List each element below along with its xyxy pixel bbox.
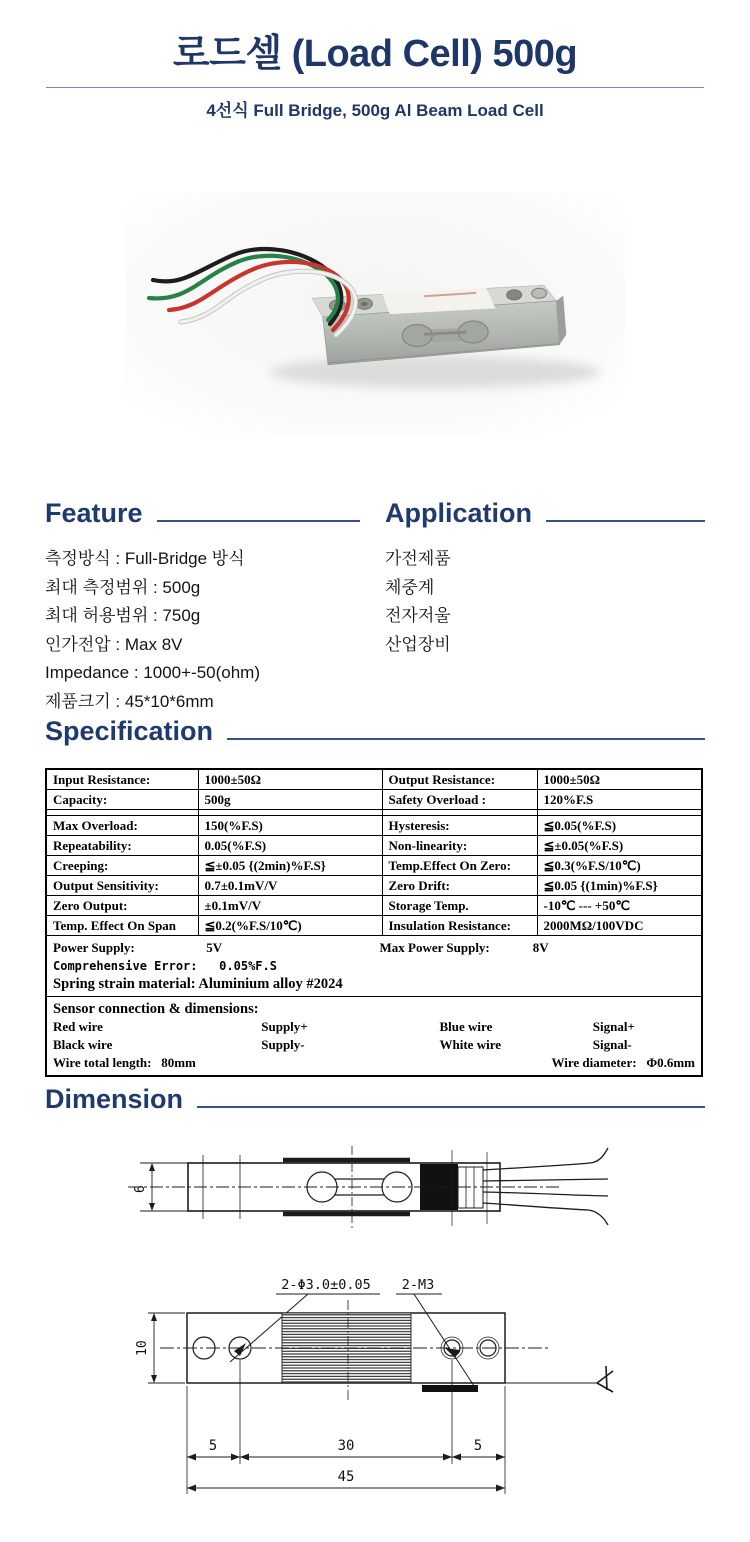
dimension-drawing xyxy=(100,1140,700,1530)
spec-label: Max Overload: xyxy=(46,816,198,836)
spec-value: ≦0.2(%F.S/10℃) xyxy=(198,916,382,936)
spec-value: 120%F.S xyxy=(537,790,702,810)
thread-label: 2-M3 xyxy=(401,1277,435,1293)
feature-heading: Feature xyxy=(45,498,143,528)
application-list xyxy=(385,545,451,659)
sensor-connection-block xyxy=(46,997,702,1077)
title-divider xyxy=(46,87,704,88)
gauge-cover-bar xyxy=(422,1385,478,1392)
wire-function: Supply+ xyxy=(261,1019,308,1034)
specification-heading: Specification xyxy=(45,716,214,746)
application-item: 전자저울 xyxy=(385,606,451,625)
top-view-drawing xyxy=(135,1277,613,1494)
wire-function: Signal- xyxy=(592,1037,632,1052)
spec-label: Creeping: xyxy=(46,856,198,876)
spec-value: 1000±50Ω xyxy=(198,769,382,790)
feature-item: Impedance : 1000+-50(ohm) xyxy=(45,663,260,682)
wire-length-label: Wire total length: xyxy=(53,1055,152,1070)
wire-name: Red wire xyxy=(53,1019,103,1034)
feature-list xyxy=(45,545,260,716)
feature-item: 측정방식 : Full-Bridge 방식 xyxy=(45,549,245,568)
max-power-supply-label: Max Power Supply: xyxy=(379,940,490,955)
wire-function: Signal+ xyxy=(592,1019,635,1034)
specification-underline xyxy=(227,738,705,740)
spec-value: ≦0.05 {(1min)%F.S} xyxy=(537,876,702,896)
wire-map-row xyxy=(53,1018,695,1036)
table-row xyxy=(46,836,702,856)
hole-dimension-label: 2-Φ3.0±0.05 xyxy=(281,1277,371,1293)
feature-item: 최대 측정범위 : 500g xyxy=(45,577,201,597)
spec-value: 2000MΩ/100VDC xyxy=(537,916,702,936)
application-item: 가전제품 xyxy=(385,549,451,568)
table-row xyxy=(46,816,702,836)
table-row xyxy=(46,876,702,896)
page-subtitle: 4선식 Full Bridge, 500g Al Beam Load Cell xyxy=(206,101,544,120)
dimension-underline xyxy=(197,1106,705,1108)
table-row xyxy=(46,769,702,790)
power-supply-value: 5V xyxy=(206,940,223,955)
spec-label: Repeatability: xyxy=(46,836,198,856)
power-supply-block xyxy=(46,936,702,997)
dimension-heading: Dimension xyxy=(45,1084,184,1114)
seg-mid-label: 30 xyxy=(337,1438,355,1454)
spec-value: ≦0.3(%F.S/10℃) xyxy=(537,856,702,876)
spec-value: 150(%F.S) xyxy=(198,816,382,836)
spec-value: 0.05(%F.S) xyxy=(198,836,382,856)
spec-value: ≦±0.05(%F.S) xyxy=(537,836,702,856)
spec-label: Output Sensitivity: xyxy=(46,876,198,896)
table-row xyxy=(46,790,702,810)
wire-diameter-value: Φ0.6mm xyxy=(646,1055,695,1070)
spec-label: Capacity: xyxy=(46,790,198,810)
page-title: 로드셀 (Load Cell) 500g xyxy=(172,33,578,75)
side-view-drawing xyxy=(128,1146,608,1230)
dimension-section-header xyxy=(45,1084,705,1114)
wire-map-row xyxy=(53,1036,695,1054)
comprehensive-error-line: Comprehensive Error: 0.05%F.S xyxy=(53,959,277,973)
spec-label: Output Resistance: xyxy=(382,769,537,790)
spec-label: Insulation Resistance: xyxy=(382,916,537,936)
table-row xyxy=(46,896,702,916)
sensor-connection-heading: Sensor connection & dimensions: xyxy=(53,1001,259,1017)
power-supply-line xyxy=(53,939,695,957)
table-row xyxy=(46,856,702,876)
application-heading: Application xyxy=(385,498,532,528)
side-height-label: 6 xyxy=(133,1185,148,1193)
spec-label: Temp. Effect On Span xyxy=(46,916,198,936)
max-power-supply-value: 8V xyxy=(532,940,549,955)
wire-name: Blue wire xyxy=(439,1019,493,1034)
top-width-label: 10 xyxy=(135,1340,150,1356)
spec-value: ≦±0.05 {(2min)%F.S} xyxy=(198,856,382,876)
spec-label: Non-linearity: xyxy=(382,836,537,856)
wire-name: Black wire xyxy=(53,1037,113,1052)
spec-value: ≦0.05(%F.S) xyxy=(537,816,702,836)
overall-length-label: 45 xyxy=(337,1469,355,1485)
application-section-header xyxy=(385,498,705,528)
feature-item: 인가전압 : Max 8V xyxy=(45,634,183,654)
seg-left-label: 5 xyxy=(208,1438,218,1454)
beam-shadow xyxy=(270,356,600,388)
application-underline xyxy=(546,520,705,522)
spring-material-line: Spring strain material: Aluminium alloy #2024 xyxy=(53,976,343,992)
spec-label: Storage Temp. xyxy=(382,896,537,916)
power-supply-label: Power Supply: xyxy=(53,940,135,955)
feature-item: 최대 허용범위 : 750g xyxy=(45,606,201,625)
spec-value: 1000±50Ω xyxy=(537,769,702,790)
application-item: 체중계 xyxy=(385,577,435,597)
application-item: 산업장비 xyxy=(385,634,451,654)
spec-value: ±0.1mV/V xyxy=(198,896,382,916)
spec-value: 0.7±0.1mV/V xyxy=(198,876,382,896)
spec-value: 500g xyxy=(198,790,382,810)
feature-item: 제품크기 : 45*10*6mm xyxy=(45,691,214,711)
spec-label: Hysteresis: xyxy=(382,816,537,836)
spec-label: Zero Output: xyxy=(46,896,198,916)
spec-value: -10℃ --- +50℃ xyxy=(537,896,702,916)
wire-diameter-label: Wire diameter: xyxy=(551,1055,637,1070)
seg-right-label: 5 xyxy=(473,1438,483,1454)
table-row xyxy=(46,916,702,936)
wire-function: Supply- xyxy=(261,1037,305,1052)
product-photo xyxy=(125,182,625,447)
wire-name: White wire xyxy=(439,1037,501,1052)
spec-label: Temp.Effect On Zero: xyxy=(382,856,537,876)
wire-dimensions-row xyxy=(53,1054,695,1072)
specification-section-header xyxy=(45,716,705,746)
wire-length-value: 80mm xyxy=(161,1055,196,1070)
feature-underline xyxy=(157,520,360,522)
specification-table xyxy=(45,768,703,1077)
side-view-wires xyxy=(483,1148,608,1225)
spec-label: Zero Drift: xyxy=(382,876,537,896)
feature-section-header xyxy=(45,498,360,528)
spec-label: Input Resistance: xyxy=(46,769,198,790)
spec-label: Safety Overload : xyxy=(382,790,537,810)
